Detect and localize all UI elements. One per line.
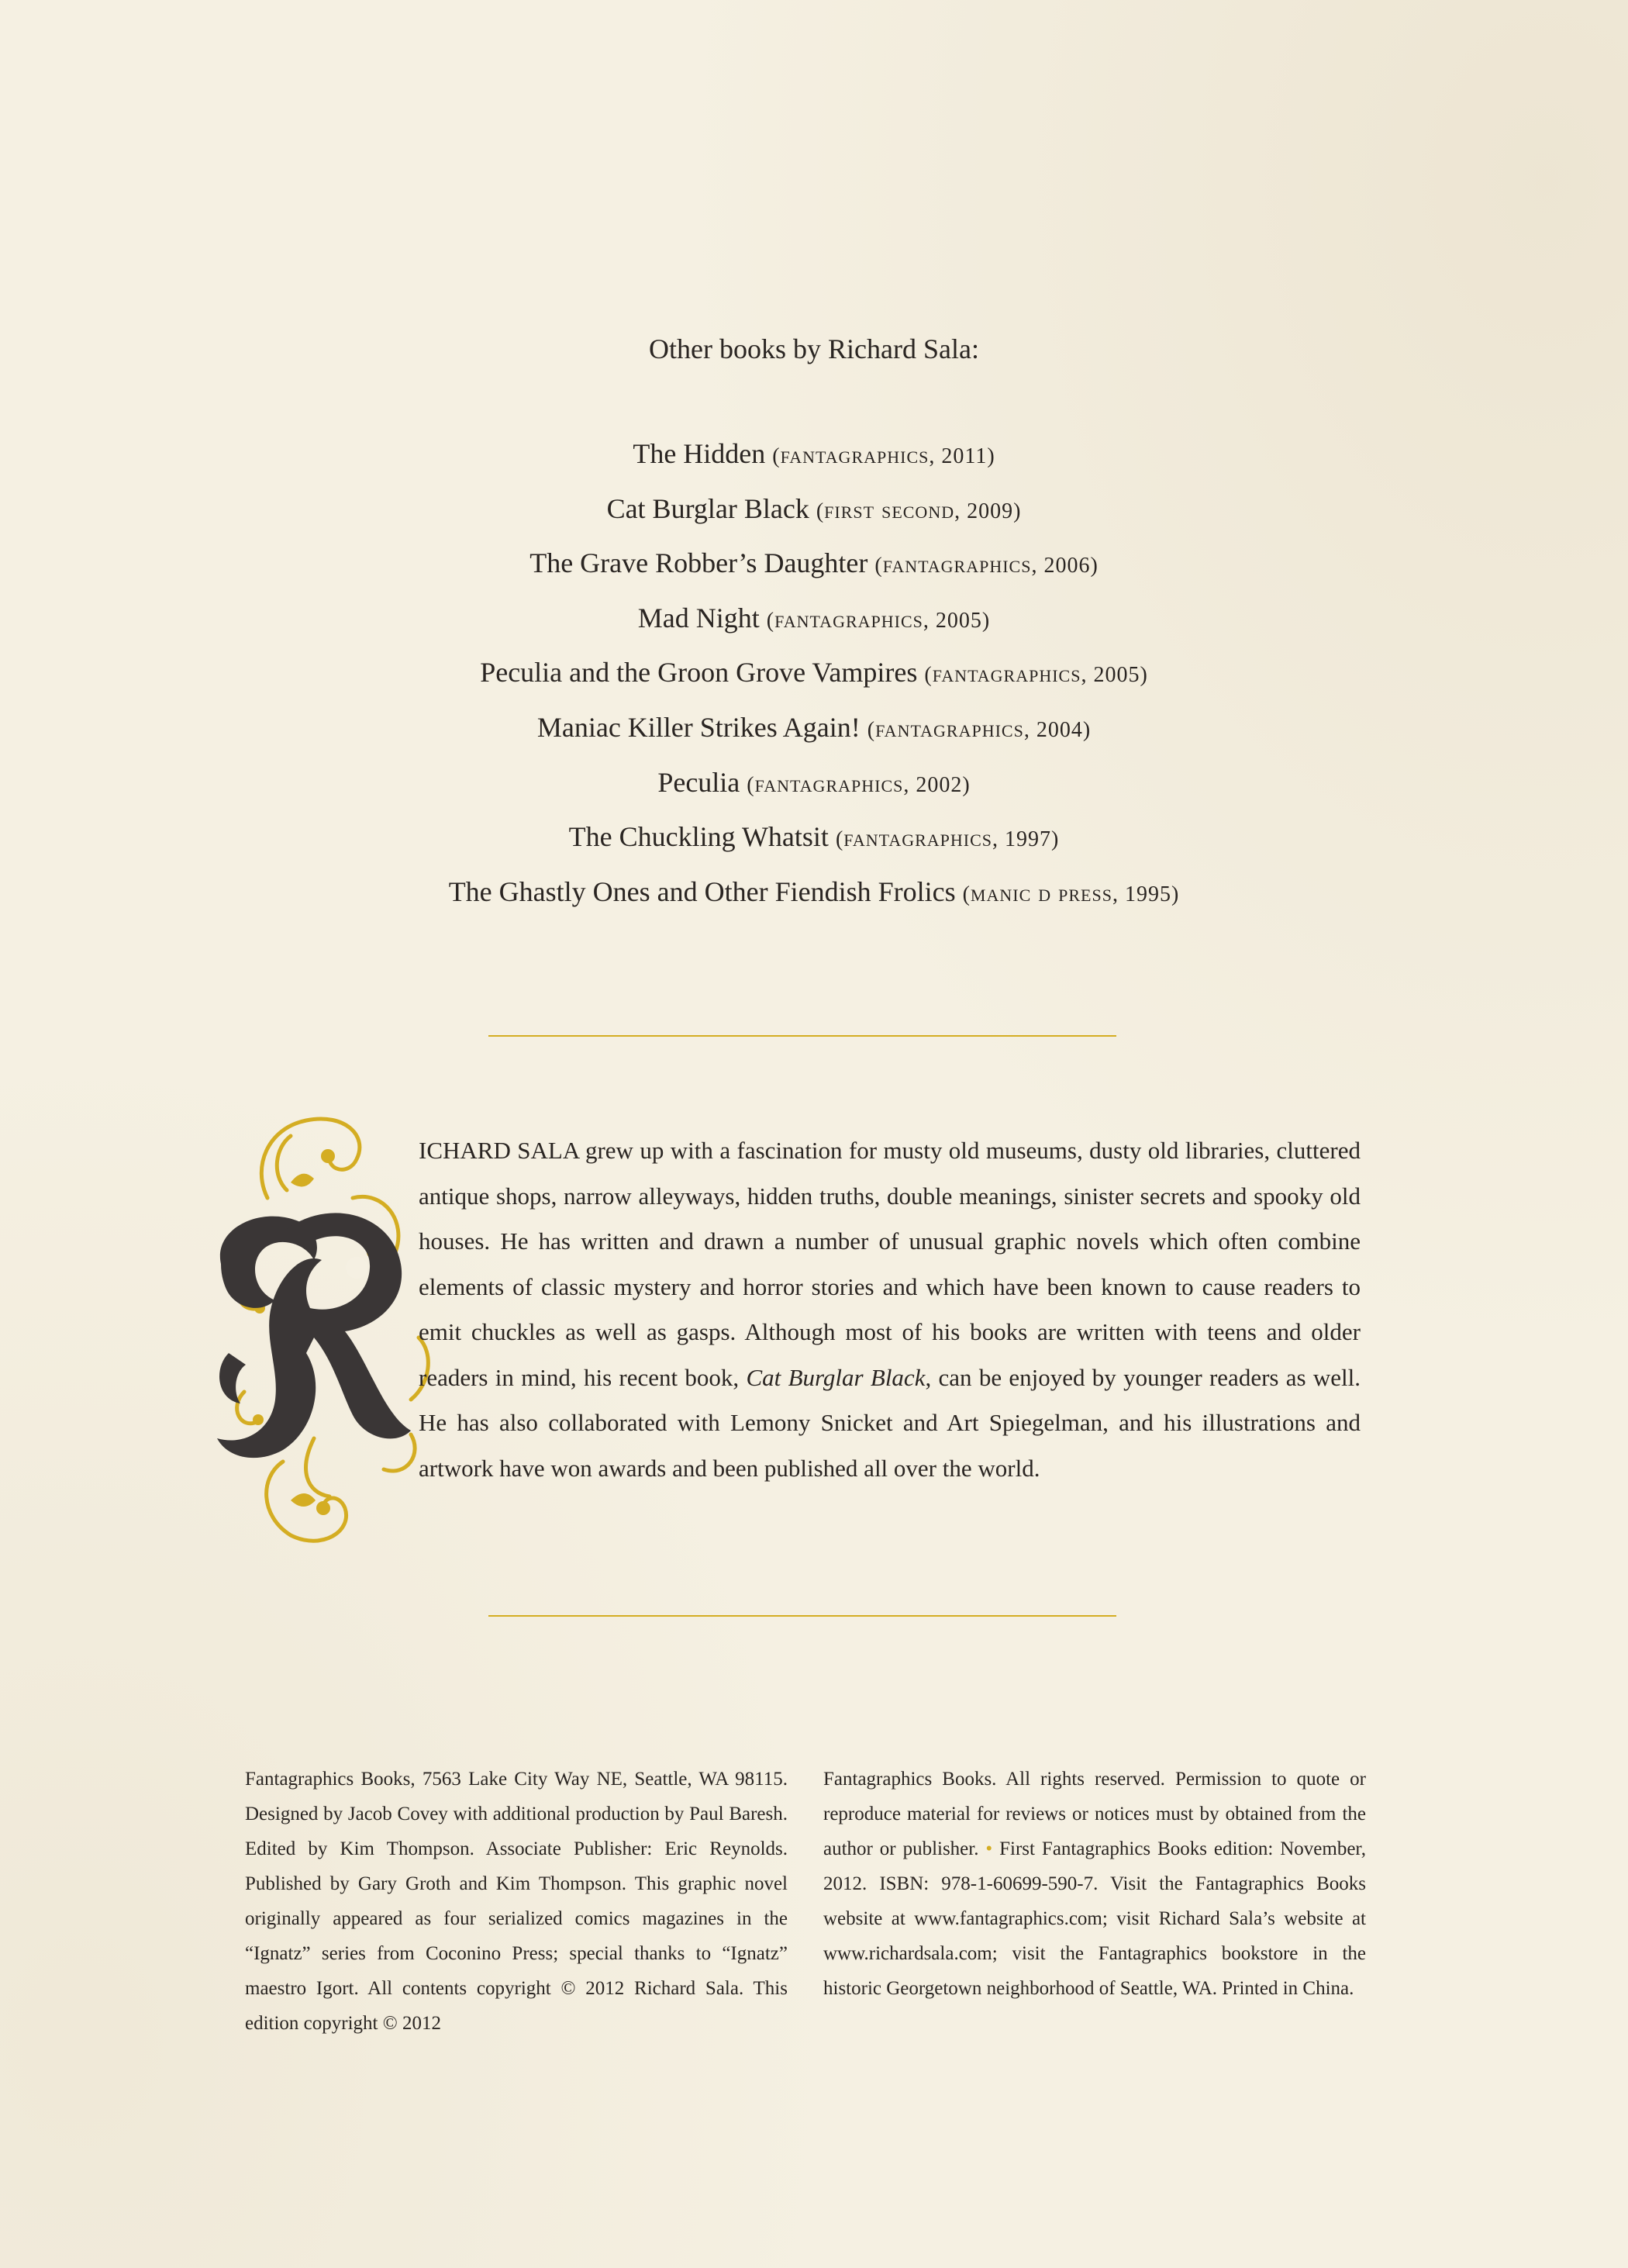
book-publisher-info: (fantagraphics, 1997) [835,823,1060,852]
book-title: Peculia [657,766,740,798]
book-publisher-info: (fantagraphics, 2005) [924,659,1148,688]
divider-rule-bottom [488,1615,1116,1617]
publication-year: 2005 [1093,663,1140,688]
bio-text-start: ICHARD SALA grew up with a fascination for musty old museums, dusty old libraries, cluttered antique shops, narrow alleyways, hidden truths, double meanings, sinister secrets and spooky old houses. He has written and drawn a number of unusual graphic novels which often combine elements of classic mystery and horror stories and which have been known to cause readers to emit chuckles as well as gasps. Although most of his books are written with teens and older readers in mind, his recent book, [419,1137,1361,1391]
publisher-name: fantagraphics [882,550,1032,578]
book-title: Maniac Killer Strikes Again! [536,711,861,743]
book-title: Peculia and the Groon Grove Vampires [480,657,918,689]
book-publisher-info: (fantagraphics, 2002) [747,768,971,797]
publisher-name: fantagraphics [774,604,923,633]
book-title: Mad Night [637,602,760,633]
colophon-left-column: Fantagraphics Books, 7563 Lake City Way NE, Seattle, WA 98115. Designed by Jacob Covey with additional production by Paul Baresh. Edited by Kim Thompson. Associate Publisher: Eric Reynolds. Published by Gary Groth and Kim Thompson. This graphic novel originally appeared as four serialized comics magazines in the “Ignatz” series from Coconino Press; special thanks to “Ignatz” maestro Igort. All contents copyright © 2012 Richard Sala. This edition copyright © 2012 [245,1769,788,2034]
colophon-rights-text: Fantagraphics Books. All rights reserved. Permission to quote or reproduce material for reviews or notices must by obtained from the author or publisher. [823,1769,1366,1859]
publisher-name: fantagraphics [875,713,1024,742]
list-item [0,483,1628,538]
publisher-name: fantagraphics [754,768,904,797]
publication-year: 2005 [935,608,982,633]
list-item [0,811,1628,866]
book-publisher-info: (manic d press, 1995) [962,878,1180,906]
bio-text-end: , can be enjoyed by younger readers as well. He has also collaborated with Lemony Snicket and Art Spiegelman, and his illustrations and artwork have won awards and been published all over the world. [419,1363,1361,1482]
book-list [0,428,1628,920]
list-item [0,428,1628,483]
list-item [0,757,1628,812]
publication-year: 2009 [967,499,1014,523]
book-title: Cat Burglar Black [606,492,809,524]
book-publisher-info: (fantagraphics, 2011) [772,440,995,468]
publication-year: 2006 [1043,554,1091,578]
publisher-name: fantagraphics [932,659,1081,688]
book-title: The Ghastly Ones and Other Fiendish Frolics [448,875,956,907]
book-title: The Hidden [633,438,766,469]
bio-book-title: Cat Burglar Black [746,1363,926,1391]
publisher-name: fantagraphics [843,823,993,852]
book-title: The Grave Robber’s Daughter [529,547,868,579]
publisher-name: manic d press [970,878,1112,906]
divider-rule-top [488,1035,1116,1037]
colophon-separator: • [985,1838,993,1859]
publication-year: 1997 [1005,827,1052,852]
book-title: The Chuckling Whatsit [568,821,829,853]
list-item [0,592,1628,647]
list-item [0,537,1628,592]
publication-year: 1995 [1124,882,1171,906]
drop-cap-r-icon [198,1105,438,1562]
list-item [0,866,1628,921]
book-publisher-info: (fantagraphics, 2005) [766,604,991,633]
book-publisher-info: (fantagraphics, 2004) [867,713,1092,742]
book-publisher-info: (first second, 2009) [816,495,1022,523]
publisher-name: first second [824,495,955,523]
list-item [0,647,1628,702]
colophon-edition-text: First Fantagraphics Books edition: November, 2012. ISBN: 978-1-60699-590-7. Visit the Fantagraphics Books website at www.fantagraphics.com; visit Richard Sala’s website at www.richardsala.com; visit the Fantagraphics bookstore in the historic Georgetown neighborhood of Seattle, WA. Printed in China. [823,1838,1367,1999]
book-publisher-info: (fantagraphics, 2006) [874,550,1099,578]
list-item [0,702,1628,757]
publisher-name: fantagraphics [780,440,930,468]
publication-year: 2002 [916,772,963,797]
colophon-right-column [823,1762,1366,2006]
other-books-heading: Other books by Richard Sala: [649,333,979,364]
publication-year: 2011 [941,444,988,468]
author-biography [419,1128,1361,1491]
publication-year: 2004 [1036,717,1083,742]
